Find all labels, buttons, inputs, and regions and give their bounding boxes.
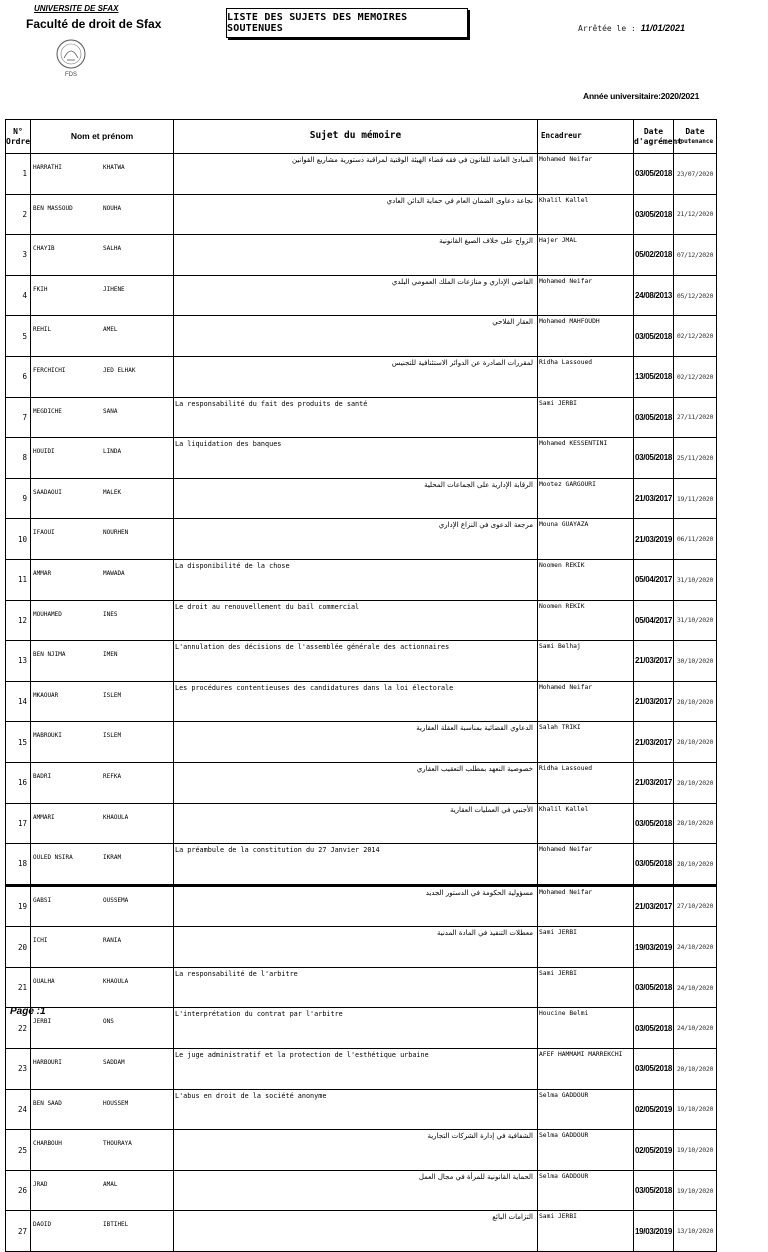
row-number: 25 — [6, 1130, 31, 1171]
date-agrement: 05/02/2018 — [634, 235, 674, 276]
student-last-name: HARBOURI — [33, 1059, 62, 1067]
table-header-row — [6, 120, 717, 154]
date-soutenance: 02/12/2020 — [674, 356, 717, 397]
student-first-name: NOURHEN — [103, 529, 129, 537]
date-soutenance: 05/12/2020 — [674, 275, 717, 316]
thesis-subject: الرقابة الإدارية على الجماعات المحلية — [174, 478, 538, 519]
row-number: 26 — [6, 1170, 31, 1211]
row-number: 7 — [6, 397, 31, 438]
student-first-name: OUSSEMA — [103, 896, 129, 904]
header-num-line2: Ordre — [6, 136, 31, 146]
date-agrement: 21/03/2019 — [634, 519, 674, 560]
student-last-name: JRAD — [33, 1180, 48, 1188]
table-row — [6, 967, 717, 1008]
row-number: 27 — [6, 1211, 31, 1252]
student-last-name: JERBI — [33, 1018, 52, 1026]
row-number: 10 — [6, 519, 31, 560]
header-name: Nom et prénom — [31, 120, 174, 154]
supervisor: Mohamed Neifar — [538, 681, 634, 722]
supervisor: Mootez GARGOURI — [538, 478, 634, 519]
student-last-name: HARRATHI — [33, 164, 62, 171]
supervisor: Mohamed MAHFOUDH — [538, 316, 634, 357]
row-number: 20 — [6, 927, 31, 968]
supervisor: Houcine Belmi — [538, 1008, 634, 1049]
supervisor: Mohamed Neifar — [538, 154, 634, 195]
thesis-subject: La responsabilité du fait des produits de santé — [174, 397, 538, 438]
date-soutenance: 19/10/2020 — [674, 1130, 717, 1171]
date-soutenance: 24/10/2020 — [674, 927, 717, 968]
student-last-name: AMMARI — [33, 813, 55, 821]
row-number: 1 — [6, 154, 31, 195]
student-first-name: NOUHA — [103, 204, 122, 212]
row-number: 21 — [6, 967, 31, 1008]
header-num-line1: N° — [13, 127, 23, 137]
student-last-name: AMMAR — [33, 569, 52, 577]
table-row — [6, 927, 717, 968]
supervisor: Selma GADDOUR — [538, 1089, 634, 1130]
student-name — [31, 927, 174, 968]
student-first-name: MAWADA — [103, 569, 125, 577]
table-row — [6, 600, 717, 641]
supervisor: Mohamed KESSENTINI — [538, 438, 634, 479]
supervisor: Sami JERBI — [538, 1211, 634, 1252]
student-first-name: IKRAM — [103, 854, 122, 862]
supervisor: Mouna GUAYAZA — [538, 519, 634, 560]
student-last-name: DAOID — [33, 1221, 52, 1229]
row-number: 16 — [6, 762, 31, 803]
date-soutenance: 28/10/2020 — [674, 762, 717, 803]
date-soutenance: 13/10/2020 — [674, 1211, 717, 1252]
thesis-subject: الزواج على خلاف الصيغ القانونية — [174, 235, 538, 276]
logo-text: FDS — [65, 72, 77, 78]
supervisor: Ridha Lassoued — [538, 356, 634, 397]
student-name — [31, 600, 174, 641]
header-num — [6, 120, 31, 154]
student-name — [31, 275, 174, 316]
student-name — [31, 478, 174, 519]
table-row — [6, 438, 717, 479]
thesis-subject: خصوصية النعهد بمطلب التعقيب العقاري — [174, 762, 538, 803]
date-soutenance: 23/07/2020 — [674, 154, 717, 195]
row-number: 19 — [6, 885, 31, 927]
student-first-name: HOUSSEM — [103, 1099, 129, 1107]
table-row — [6, 1170, 717, 1211]
student-last-name: MEGDICHE — [33, 407, 62, 415]
supervisor: Khalil Kallel — [538, 194, 634, 235]
table-row — [6, 154, 717, 195]
thesis-subject: L'interprétation du contrat par l'arbitre — [174, 1008, 538, 1049]
student-last-name: BADRI — [33, 772, 52, 780]
student-first-name: JED ELHAK — [103, 366, 136, 374]
date-agrement: 03/05/2018 — [634, 844, 674, 886]
date-agrement: 03/05/2018 — [634, 316, 674, 357]
date-agrement: 19/03/2019 — [634, 927, 674, 968]
row-number: 11 — [6, 559, 31, 600]
date-agrement: 03/05/2018 — [634, 1049, 674, 1090]
thesis-subject: نجاعة دعاوى الضمان العام في حماية الدائن العادي — [174, 194, 538, 235]
date-agrement: 21/03/2017 — [634, 885, 674, 927]
student-name — [31, 1130, 174, 1171]
table-row — [6, 1008, 717, 1049]
date-agrement: 21/03/2017 — [634, 641, 674, 682]
header-date-soutenance-line2: soutenance — [676, 138, 714, 146]
student-first-name: INES — [103, 610, 118, 618]
student-first-name: KHATWA — [103, 164, 125, 171]
header-date-soutenance-line1: Date — [685, 126, 705, 136]
table-row — [6, 641, 717, 682]
student-name — [31, 1170, 174, 1211]
row-number: 12 — [6, 600, 31, 641]
date-soutenance: 30/10/2020 — [674, 641, 717, 682]
date-soutenance: 07/12/2020 — [674, 235, 717, 276]
row-number: 9 — [6, 478, 31, 519]
row-number: 4 — [6, 275, 31, 316]
supervisor: Selma GADDOUR — [538, 1130, 634, 1171]
date-agrement: 03/05/2018 — [634, 803, 674, 844]
date-soutenance: 28/10/2020 — [674, 722, 717, 763]
date-agrement: 21/03/2017 — [634, 681, 674, 722]
student-first-name: ONS — [103, 1018, 114, 1026]
date-agrement: 21/03/2017 — [634, 478, 674, 519]
student-name — [31, 844, 174, 886]
thesis-subject: Le juge administratif et la protection de l'esthétique urbaine — [174, 1049, 538, 1090]
student-name — [31, 762, 174, 803]
document-title: LISTE DES SUJETS DES MEMOIRES SOUTENUES — [226, 8, 468, 38]
arrete-label: Arrêtée le : — [578, 24, 636, 33]
date-agrement: 03/05/2018 — [634, 194, 674, 235]
student-last-name: BEN SAAD — [33, 1099, 62, 1107]
thesis-subject: لمقررات الصادرة عن الدوائر الاستئنافية للتجنيس — [174, 356, 538, 397]
table-row — [6, 478, 717, 519]
thesis-subject: مسؤولية الحكومة في الدستور الجديد — [174, 885, 538, 927]
supervisor: Ridha Lassoued — [538, 762, 634, 803]
table-row — [6, 316, 717, 357]
supervisor: Sami JERBI — [538, 927, 634, 968]
student-first-name: SADDAM — [103, 1059, 125, 1067]
student-last-name: SAADAOUI — [33, 488, 62, 496]
thesis-subject: الشفافية في إدارة الشركات التجارية — [174, 1130, 538, 1171]
student-last-name: CHARBOUH — [33, 1140, 62, 1148]
thesis-subject: الأجنبي في العمليات العقارية — [174, 803, 538, 844]
table-row — [6, 681, 717, 722]
student-last-name: BEN MASSOUD — [33, 204, 73, 212]
student-last-name: FERCHICHI — [33, 366, 66, 374]
table-row — [6, 844, 717, 886]
table-row — [6, 275, 717, 316]
student-name — [31, 559, 174, 600]
date-agrement: 03/05/2018 — [634, 967, 674, 1008]
row-number: 13 — [6, 641, 31, 682]
student-first-name: ISLEM — [103, 691, 122, 699]
student-name — [31, 356, 174, 397]
thesis-subject: L'annulation des décisions de l'assemblée générale des actionnaires — [174, 641, 538, 682]
date-soutenance: 27/11/2020 — [674, 397, 717, 438]
student-last-name: HOUIDI — [33, 448, 55, 456]
date-agrement: 03/05/2018 — [634, 1170, 674, 1211]
thesis-subject: Le droit au renouvellement du bail commercial — [174, 600, 538, 641]
date-agrement: 21/03/2017 — [634, 762, 674, 803]
supervisor: Noomen REKIK — [538, 600, 634, 641]
student-last-name: MOUHAMED — [33, 610, 62, 618]
date-soutenance: 28/10/2020 — [674, 844, 717, 886]
date-soutenance: 24/10/2020 — [674, 967, 717, 1008]
date-soutenance: 28/10/2020 — [674, 681, 717, 722]
date-agrement: 13/05/2018 — [634, 356, 674, 397]
student-name — [31, 1008, 174, 1049]
student-name — [31, 154, 174, 195]
row-number: 8 — [6, 438, 31, 479]
student-name — [31, 641, 174, 682]
student-first-name: AMEL — [103, 326, 118, 334]
page-number: Page :1 — [10, 1006, 46, 1017]
thesis-subject: العقار الفلاحي — [174, 316, 538, 357]
student-first-name: IBTIHEL — [103, 1221, 129, 1229]
table-row — [6, 559, 717, 600]
thesis-subject: القاضي الإداري و منازعات الملك العمومي البلدي — [174, 275, 538, 316]
student-last-name: GABSI — [33, 896, 52, 904]
arrete-date: 11/01/2021 — [640, 23, 686, 33]
date-agrement: 03/05/2018 — [634, 1008, 674, 1049]
student-name — [31, 397, 174, 438]
student-last-name: OULED NSIRA — [33, 854, 73, 862]
student-name — [31, 235, 174, 276]
student-first-name: THOURAYA — [103, 1140, 132, 1148]
date-agrement: 24/08/2013 — [634, 275, 674, 316]
table-row — [6, 1049, 717, 1090]
student-first-name: SANA — [103, 407, 118, 415]
student-name — [31, 316, 174, 357]
thesis-subject: الدعاوي القضائية بمناسبة العقلة العقارية — [174, 722, 538, 763]
date-agrement: 03/05/2018 — [634, 397, 674, 438]
thesis-subject: Les procédures contentieuses des candidatures dans la loi électorale — [174, 681, 538, 722]
row-number: 15 — [6, 722, 31, 763]
student-first-name: LINDA — [103, 448, 122, 456]
thesis-subject: L'abus en droit de la société anonyme — [174, 1089, 538, 1130]
table-row — [6, 194, 717, 235]
table-row — [6, 722, 717, 763]
date-soutenance: 19/11/2020 — [674, 478, 717, 519]
table-row — [6, 762, 717, 803]
row-number: 24 — [6, 1089, 31, 1130]
faculty-name: Faculté de droit de Sfax — [26, 17, 162, 31]
row-number: 18 — [6, 844, 31, 886]
header-supervisor: Encadreur — [538, 120, 634, 154]
student-last-name: MKAOUAR — [33, 691, 59, 699]
date-soutenance: 19/10/2020 — [674, 1089, 717, 1130]
student-last-name: OUALHA — [33, 977, 55, 985]
date-agrement: 02/05/2019 — [634, 1130, 674, 1171]
thesis-subject: التزامات البائع — [174, 1211, 538, 1252]
table-row — [6, 1211, 717, 1252]
date-agrement: 03/05/2018 — [634, 154, 674, 195]
student-name — [31, 722, 174, 763]
thesis-table — [5, 119, 717, 1252]
row-number: 6 — [6, 356, 31, 397]
university-name: UNIVERSITE DE SFAX — [34, 4, 119, 13]
date-soutenance: 27/10/2020 — [674, 885, 717, 927]
thesis-subject: La préambule de la constitution du 27 Janvier 2014 — [174, 844, 538, 886]
table-body — [6, 154, 717, 1252]
student-name — [31, 967, 174, 1008]
row-number: 23 — [6, 1049, 31, 1090]
student-last-name: REHIL — [33, 326, 52, 334]
student-last-name: BEN NJIMA — [33, 651, 66, 659]
date-soutenance: 24/10/2020 — [674, 1008, 717, 1049]
student-first-name: SALHA — [103, 245, 122, 253]
supervisor: Sami JERBI — [538, 397, 634, 438]
thesis-subject: La responsabilité de l'arbitre — [174, 967, 538, 1008]
thesis-subject: الحماية القانونية للمرأة في مجال العمل — [174, 1170, 538, 1211]
academic-year: Année universitaire:2020/2021 — [583, 91, 700, 101]
thesis-subject: معطلات التنفيذ في المادة المدنية — [174, 927, 538, 968]
student-name — [31, 1089, 174, 1130]
student-first-name: MALEK — [103, 488, 122, 496]
date-soutenance: 31/10/2020 — [674, 600, 717, 641]
faculty-logo — [54, 36, 88, 80]
table-row — [6, 803, 717, 844]
supervisor: Hajer JMAL — [538, 235, 634, 276]
header-date-agrement — [634, 120, 683, 154]
student-last-name: CHAYIB — [33, 245, 55, 253]
student-name — [31, 519, 174, 560]
row-number: 3 — [6, 235, 31, 276]
table-row — [6, 1130, 717, 1171]
date-soutenance: 02/12/2020 — [674, 316, 717, 357]
student-last-name: FKIH — [33, 285, 48, 293]
date-agrement: 03/05/2018 — [634, 438, 674, 479]
student-name — [31, 438, 174, 479]
row-number: 17 — [6, 803, 31, 844]
date-soutenance: 06/11/2020 — [674, 519, 717, 560]
student-first-name: KHAOULA — [103, 977, 129, 985]
row-number: 22 — [6, 1008, 31, 1049]
date-agrement: 05/04/2017 — [634, 559, 674, 600]
header-subject: Sujet du mémoire — [174, 120, 538, 154]
date-agrement: 19/03/2019 — [634, 1211, 674, 1252]
student-first-name: ISLEM — [103, 732, 122, 740]
date-soutenance: 21/12/2020 — [674, 194, 717, 235]
student-name — [31, 1211, 174, 1252]
table-row — [6, 885, 717, 927]
student-first-name: JIHENE — [103, 285, 125, 293]
row-number: 5 — [6, 316, 31, 357]
student-name — [31, 681, 174, 722]
date-soutenance: 19/10/2020 — [674, 1170, 717, 1211]
header-date-agrement-line2: d'agrément — [634, 136, 683, 146]
student-first-name: RANIA — [103, 937, 122, 945]
thesis-subject: المبادئ العامة للقانون في فقه قضاء الهيئة الوقتية لمراقبة دستورية مشاريع القوانين — [174, 154, 538, 195]
supervisor: Mohamed Neifar — [538, 885, 634, 927]
header-date-soutenance — [674, 120, 717, 154]
student-name — [31, 194, 174, 235]
supervisor: Mohamed Neifar — [538, 844, 634, 886]
table-row — [6, 519, 717, 560]
date-soutenance: 20/10/2020 — [674, 1049, 717, 1090]
date-soutenance: 31/10/2020 — [674, 559, 717, 600]
date-soutenance: 25/11/2020 — [674, 438, 717, 479]
date-agrement: 21/03/2017 — [634, 722, 674, 763]
student-name — [31, 1049, 174, 1090]
supervisor: Mohamed Neifar — [538, 275, 634, 316]
student-name — [31, 885, 174, 927]
thesis-subject: La liquidation des banques — [174, 438, 538, 479]
table-row — [6, 1089, 717, 1130]
arrete-date-block — [578, 23, 685, 33]
supervisor: Sami JERBI — [538, 967, 634, 1008]
header-date-agrement-line1: Date — [643, 127, 664, 137]
thesis-subject: La disponibilité de la chose — [174, 559, 538, 600]
thesis-subject: مرجعة الدعوى في النزاع الإداري — [174, 519, 538, 560]
date-soutenance: 28/10/2020 — [674, 803, 717, 844]
date-agrement: 02/05/2019 — [634, 1089, 674, 1130]
row-number: 2 — [6, 194, 31, 235]
supervisor: Sami Belhaj — [538, 641, 634, 682]
table-row — [6, 356, 717, 397]
student-first-name: KHAOULA — [103, 813, 129, 821]
table-row — [6, 235, 717, 276]
student-first-name: REFKA — [103, 772, 122, 780]
student-first-name: IMEN — [103, 651, 118, 659]
date-agrement: 05/04/2017 — [634, 600, 674, 641]
student-first-name: AMAL — [103, 1180, 118, 1188]
row-number: 14 — [6, 681, 31, 722]
student-last-name: ICHI — [33, 937, 48, 945]
student-last-name: IFAOUI — [33, 529, 55, 537]
student-last-name: MABROUKI — [33, 732, 62, 740]
table-row — [6, 397, 717, 438]
supervisor: Selma GADDOUR — [538, 1170, 634, 1211]
supervisor: AFEF HAMMAMI MARREKCHI — [538, 1049, 634, 1090]
supervisor: Salah TRIKI — [538, 722, 634, 763]
student-name — [31, 803, 174, 844]
supervisor: Khalil Kallel — [538, 803, 634, 844]
supervisor: Noomen REKIK — [538, 559, 634, 600]
